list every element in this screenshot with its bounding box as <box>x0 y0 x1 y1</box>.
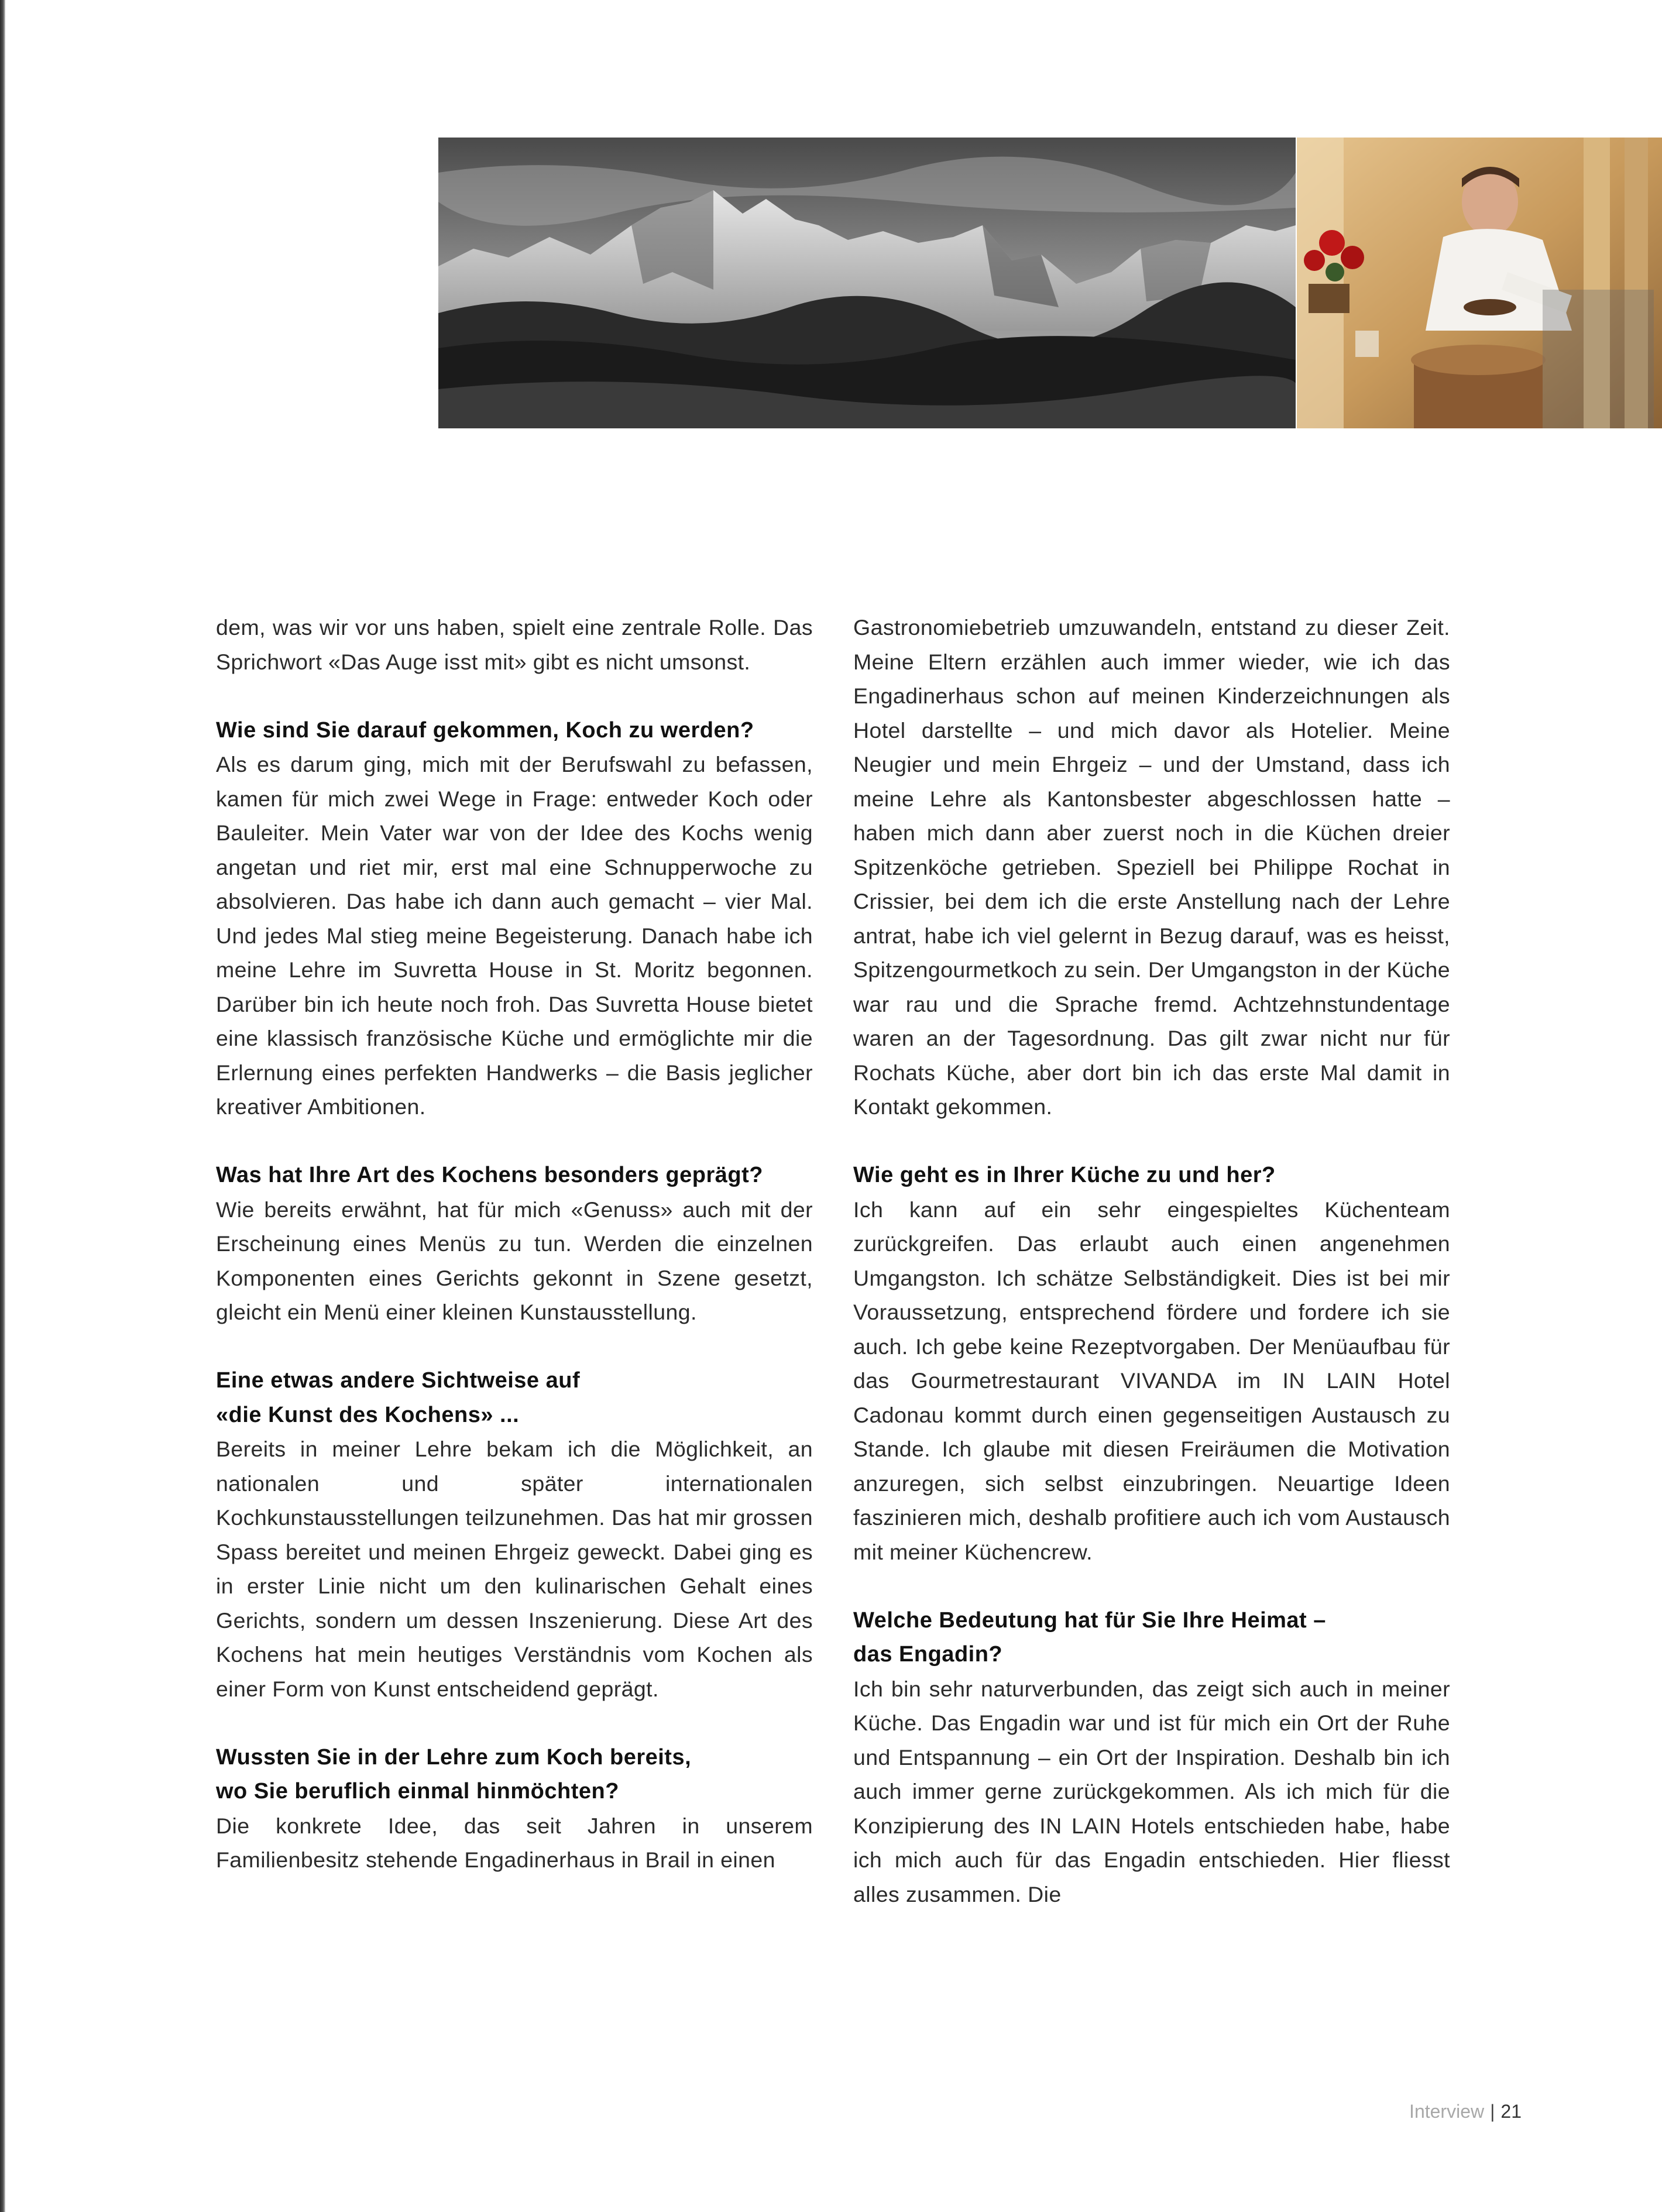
answer-paragraph: Bereits in meiner Lehre bekam ich die Möglichkeit, an nationalen und später internationalen Kochkunstausstellungen teilzunehmen. Das hat mir grossen Spass bereitet und meinen Ehrgeiz geweckt. Dabei ging es in erster Linie nicht um den kulinarischen Gehalt eines Gerichts, sondern um dessen Inszenierung. Diese Art des Kochens hat mein heutiges Verständnis vom Kochen als einer Form von Kunst entscheidend geprägt. <box>216 1437 813 1701</box>
question-heading-line: Welche Bedeutung hat für Sie Ihre Heimat – <box>853 1608 1326 1633</box>
chef-photo <box>1297 138 1662 428</box>
question-heading-line: Wussten Sie in der Lehre zum Koch bereits, <box>216 1744 692 1770</box>
question-heading-line: wo Sie beruflich einmal hinmöchten? <box>216 1779 619 1804</box>
answer-paragraph: Ich kann auf ein sehr eingespieltes Küchenteam zurückgreifen. Das erlaubt auch einen angenehmen Umgangston. Ich schätze Selbständigkeit. Dies ist bei mir Voraussetzung, entsprechend fördere und fordere ich sie auch. Ich gebe keine Rezeptvorgaben. Der Menüaufbau für das Gourmetrestaurant VIVANDA im IN LAIN Hotel Cadonau kommt durch einen gegenseitigen Austausch zu Stande. Ich glaube mit diesen Freiräumen die Motivation anzuregen, sich selbst einzubringen. Neuartige Ideen faszinieren mich, deshalb profitiere auch ich vom Austausch mit meiner Küchencrew. <box>853 1197 1450 1564</box>
question-heading <box>216 1158 813 1193</box>
question-heading <box>216 1363 813 1432</box>
question-heading-line: Was hat Ihre Art des Kochens besonders geprägt? <box>216 1163 763 1187</box>
question-heading: Wie geht es in Ihrer Küche zu und her? <box>853 1163 1276 1187</box>
question-heading <box>216 1740 813 1809</box>
question-heading <box>853 1603 1450 1672</box>
mountain-panorama-photo <box>438 138 1296 428</box>
article-column-right <box>853 610 1450 1911</box>
answer-paragraph: Die konkrete Idee, das seit Jahren in unserem Familienbesitz stehende Engadinerhaus in Brail in einen <box>216 1813 813 1872</box>
article-column-left <box>216 610 813 1877</box>
answer-paragraph: Wie bereits erwähnt, hat für mich «Genuss» auch mit der Erscheinung eines Menüs zu tun. Werden die einzelnen Komponenten eines Gerichts gekonnt in Szene gesetzt, gleicht ein Menü einer kleinen Kunstausstellung. <box>216 1197 813 1324</box>
question-heading-line: das Engadin? <box>853 1642 1003 1667</box>
column-left-intro: dem, was wir vor uns haben, spielt eine zentrale Rolle. Das Sprichwort «Das Auge isst mit» gibt es nicht umsonst. <box>216 615 813 674</box>
footer-section-label: Interview <box>1409 2101 1485 2122</box>
page-footer <box>1409 2100 1522 2123</box>
answer-paragraph: Als es darum ging, mich mit der Berufswahl zu befassen, kamen für mich zwei Wege in Frage: entweder Koch oder Bauleiter. Mein Vater war von der Idee des Kochs wenig angetan und riet mir, erst mal eine Schnupperwoche zu absolvieren. Das habe ich dann auch gemacht – vier Mal. Und jedes Mal stieg meine Begeisterung. Danach habe ich meine Lehre im Suvretta House in St. Moritz begonnen. Darüber bin ich heute noch froh. Das Suvretta House bietet eine klassisch französische Küche und ermöglichte mir die Erlernung eines perfekten Handwerks – die Basis jeglicher kreativer Ambitionen. <box>216 752 813 1119</box>
footer-separator: | <box>1490 2101 1495 2122</box>
column-right-intro: Gastronomiebetrieb umzuwandeln, entstand zu dieser Zeit. Meine Eltern erzählen auch immer wieder, wie ich das Engadinerhaus schon auf meinen Kinderzeichnungen als Hotel darstellte – und mich davor als Hotelier. Meine Neugier und mein Ehrgeiz – und der Umstand, dass ich meine Lehre als Kantonsbester abgeschlossen hatte – haben mich dann aber zuerst noch in die Küchen dreier Spitzenköche getrieben. Speziell bei Philippe Rochat in Crissier, bei dem ich die erste Anstellung nach der Lehre antrat, habe ich viel gelernt in Bezug darauf, was es heisst, Spitzengourmetkoch zu sein. Der Umgangston in der Küche war rau und die Sprache fremd. Achtzehnstundentage waren an der Tagesordnung. Das gilt zwar nicht nur für Rochats Küche, aber dort bin ich das erste Mal damit in Kontakt gekommen. <box>853 615 1450 1119</box>
question-heading-line: Eine etwas andere Sichtweise auf <box>216 1368 581 1393</box>
answer-paragraph: Ich bin sehr naturverbunden, das zeigt sich auch in meiner Küche. Das Engadin war und ist für mich ein Ort der Ruhe und Entspannung – ein Ort der Inspiration. Deshalb bin ich auch immer gerne zurückgekommen. Als ich mich für die Konzipierung des IN LAIN Hotels entschieden habe, habe ich mich auch für das Engadin entschieden. Hier fliesst alles zusammen. Die <box>853 1676 1450 1907</box>
question-heading-line: «die Kunst des Kochens» ... <box>216 1402 520 1427</box>
page-number: 21 <box>1500 2101 1522 2122</box>
question-heading: Wie sind Sie darauf gekommen, Koch zu werden? <box>216 717 754 743</box>
page-edge-shadow <box>0 0 5 2212</box>
